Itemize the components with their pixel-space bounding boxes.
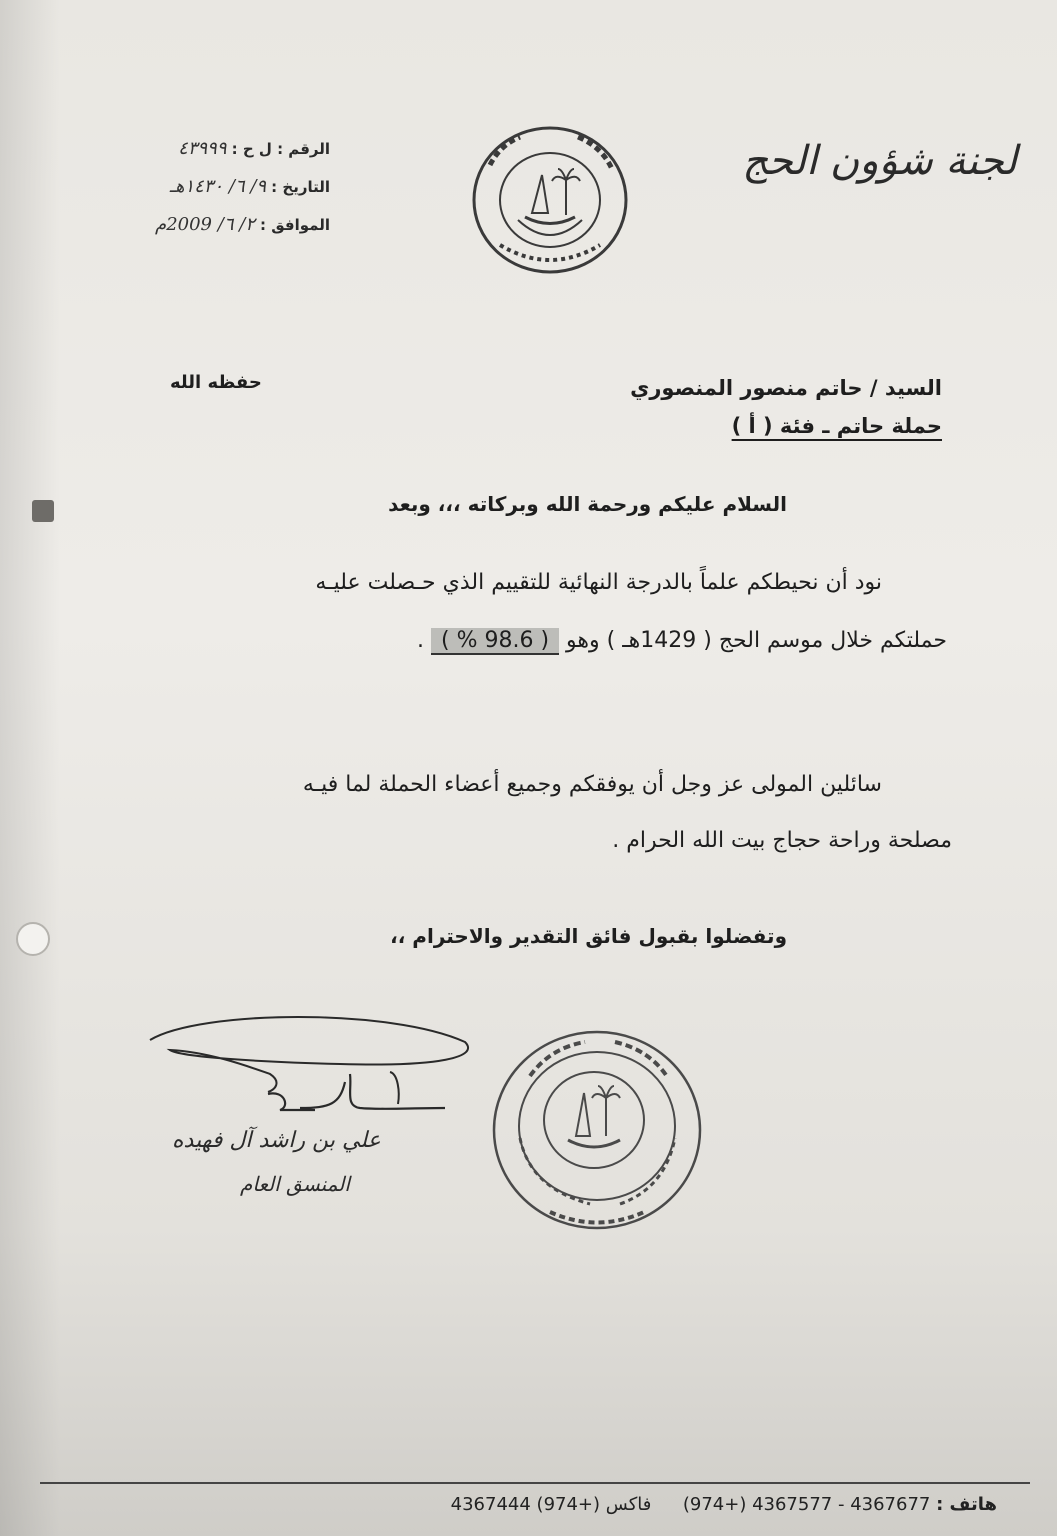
para1-line2 [417,628,947,655]
evaluation-score: ( 98.6 % ) [431,628,559,655]
para2-line1: سائلين المولى عز وجل أن يوفقكم وجميع أعضاء الحملة لما فيـه [302,772,882,797]
para2-line2: مصلحة وراحة حجاج بيت الله الحرام . [612,828,952,853]
fax-label: فاكس [605,1494,652,1515]
date-row [90,176,330,214]
footer-contact [451,1494,997,1515]
fax-number: (+974) 4367444 [450,1494,601,1515]
para1-line2-end: . [417,628,424,653]
campaign-name: حملة حاتم ـ فئة ( أ ) [731,414,942,438]
ref-label: الرقم : ل ح : [231,140,330,158]
binder-clip-icon [32,500,54,522]
para1-line1: نود أن نحيطكم علماً بالدرجة النهائية للتقييم الذي حـصلت عليـه [315,570,882,595]
emblem-seal-icon [470,125,630,275]
recipient-name: السيد / حاتم منصور المنصوري [630,376,942,400]
equiv-label: الموافق : [260,216,330,234]
handwritten-signature-icon [140,1012,480,1122]
official-stamp-icon [490,1028,705,1233]
phone-numbers: 4367677 - 4367577 (+974) [682,1494,931,1515]
equiv-row [90,214,330,252]
gregorian-date: ٢/ ٦/ 2009م [155,214,255,235]
para1-line2-start: حملتكم خلال موسم الحج ( 1429هـ ) وهو [566,628,947,653]
page-shadow [0,0,60,1536]
reference-block [90,138,330,252]
date-label: التاريخ : [271,178,330,196]
greeting: السلام عليكم ورحمة الله وبركاته ،،، وبعد [388,492,787,516]
honorific: حفظه الله [170,372,262,393]
ref-row [90,138,330,176]
footer-rule [40,1482,1030,1484]
signatory-title: المنسق العام [240,1172,350,1196]
signatory-name: علي بن راشد آل فهيده [172,1128,381,1153]
punch-hole-icon [16,922,50,956]
letterhead-brand: لجنة شؤون الحج [742,138,1017,184]
closing-line: وتفضلوا بقبول فائق التقدير والاحترام ،، [390,924,787,948]
ref-number: ٤٣٩٩٩ [178,138,227,159]
hijri-date: ٩/ ٦/ ١٤٣٠هـ [169,176,267,197]
phone-label: هاتف : [936,1494,997,1515]
